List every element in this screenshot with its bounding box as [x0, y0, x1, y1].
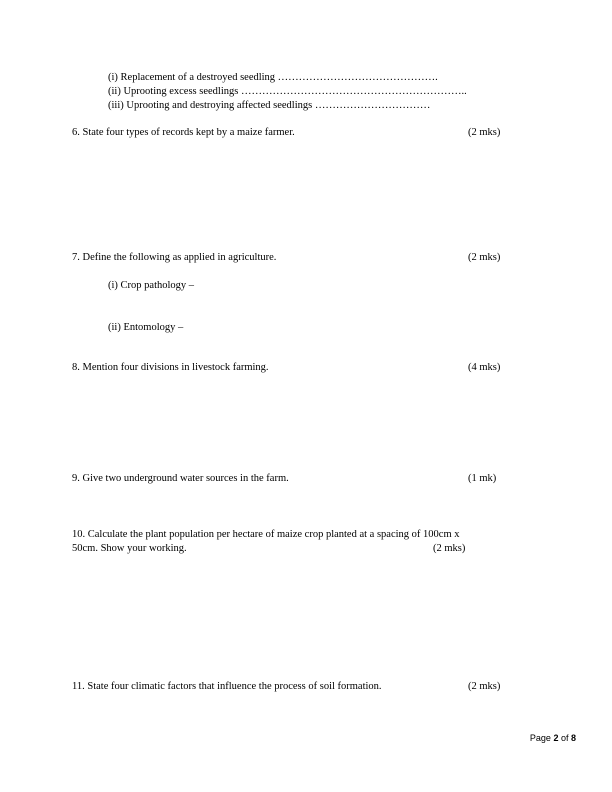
page-prefix: Page [529, 733, 554, 743]
question-10-marks: (2 mks) [433, 543, 466, 554]
question-11-text: 11. State four climatic factors that influence the process of soil formation. [72, 681, 382, 692]
question-11-marks: (2 mks) [468, 681, 501, 692]
question-7-part-2: (ii) Entomology – [108, 322, 184, 333]
page-number [530, 733, 576, 743]
question-9-text: 9. Give two underground water sources in the farm. [72, 473, 289, 484]
question-6-marks: (2 mks) [468, 127, 501, 138]
question-6-text: 6. State four types of records kept by a maize farmer. [72, 127, 295, 138]
question-7-marks: (2 mks) [468, 252, 501, 263]
question-9-marks: (1 mk) [468, 473, 497, 484]
question-10-line-2: 50cm. Show your working. [72, 543, 187, 554]
question-8-text: 8. Mention four divisions in livestock farming. [72, 362, 269, 373]
question-8-marks: (4 mks) [468, 362, 501, 373]
question-7-part-1: (i) Crop pathology – [108, 280, 195, 291]
question-10-line-1: 10. Calculate the plant population per hectare of maize crop planted at a spacing of 100cm x [72, 529, 460, 540]
intro-item-1: (i) Replacement of a destroyed seedling ………………………………………. [108, 72, 438, 83]
intro-item-2: (ii) Uprooting excess seedlings ……………………………………………………….. [108, 86, 467, 97]
page-current: 2 [553, 733, 559, 743]
page-of: of [558, 733, 571, 743]
page-total: 8 [570, 733, 576, 743]
question-7-text: 7. Define the following as applied in agriculture. [72, 252, 277, 263]
intro-item-3: (iii) Uprooting and destroying affected seedlings …………………………… [108, 100, 431, 111]
